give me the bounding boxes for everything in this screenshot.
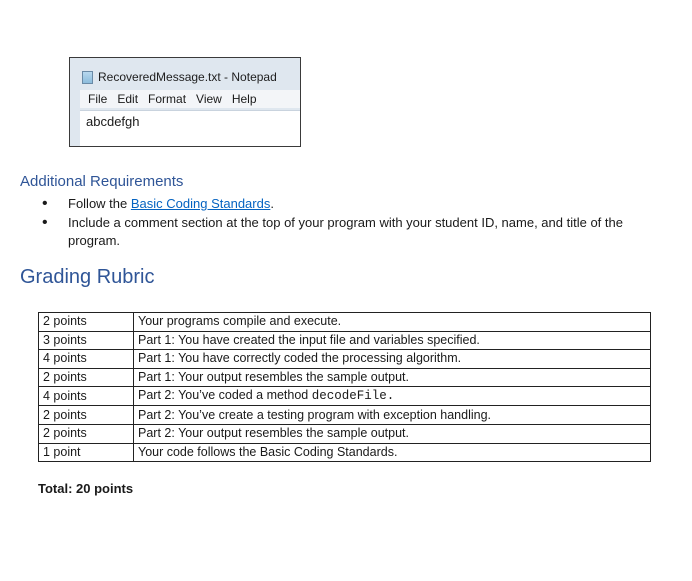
points-cell: 2 points (39, 424, 134, 443)
points-cell: 2 points (39, 368, 134, 387)
total-points: Total: 20 points (38, 481, 134, 496)
table-row (39, 313, 651, 332)
description-cell: Part 2: You’ve create a testing program with exception handling. (134, 406, 651, 425)
description-text: Part 2: You’ve coded a method (138, 388, 312, 403)
description-cell: Your code follows the Basic Coding Standards. (134, 443, 651, 462)
table-row (39, 387, 651, 406)
grading-rubric-heading: Grading Rubric (20, 266, 155, 288)
notepad-title-bar (82, 68, 277, 86)
additional-requirements-heading: Additional Requirements (20, 173, 184, 190)
menu-file: File (88, 92, 108, 106)
table-row (39, 406, 651, 425)
requirements-list (40, 195, 640, 251)
points-cell: 4 points (39, 387, 134, 406)
points-cell: 2 points (39, 406, 134, 425)
table-row (39, 368, 651, 387)
notepad-screenshot (69, 57, 301, 147)
requirement-item: • Include a comment section at the top of your program with your student ID, name, and title of the program. (40, 214, 640, 250)
table-row (39, 331, 651, 350)
method-name-code: decodeFile. (311, 389, 395, 404)
description-cell: Part 1: You have correctly coded the processing algorithm. (134, 350, 651, 369)
description-cell: Part 2: Your output resembles the sample output. (134, 424, 651, 443)
table-row (39, 424, 651, 443)
requirement-item (40, 195, 640, 213)
rubric-table (38, 312, 651, 462)
description-cell: Part 1: Your output resembles the sample output. (134, 368, 651, 387)
menu-help: Help (231, 92, 257, 106)
menu-edit: Edit (117, 92, 139, 106)
notepad-title: RecoveredMessage.txt - Notepad (98, 70, 277, 84)
requirement-text: . (270, 196, 274, 211)
basic-coding-standards-link[interactable]: Basic Coding Standards (130, 196, 271, 211)
points-cell: 3 points (39, 331, 134, 350)
menu-format: Format (148, 92, 187, 106)
table-row (39, 350, 651, 369)
menu-view: View (196, 92, 222, 106)
notepad-menu-bar (80, 90, 300, 108)
points-cell: 4 points (39, 350, 134, 369)
points-cell: 2 points (39, 313, 134, 332)
requirement-text: Follow the (68, 196, 131, 211)
description-cell: Your programs compile and execute. (134, 313, 651, 332)
description-cell (134, 387, 651, 406)
notepad-icon (82, 71, 93, 84)
description-cell: Part 1: You have created the input file and variables specified. (134, 331, 651, 350)
points-cell: 1 point (39, 443, 134, 462)
notepad-content: abcdefgh (80, 110, 300, 146)
table-row (39, 443, 651, 462)
